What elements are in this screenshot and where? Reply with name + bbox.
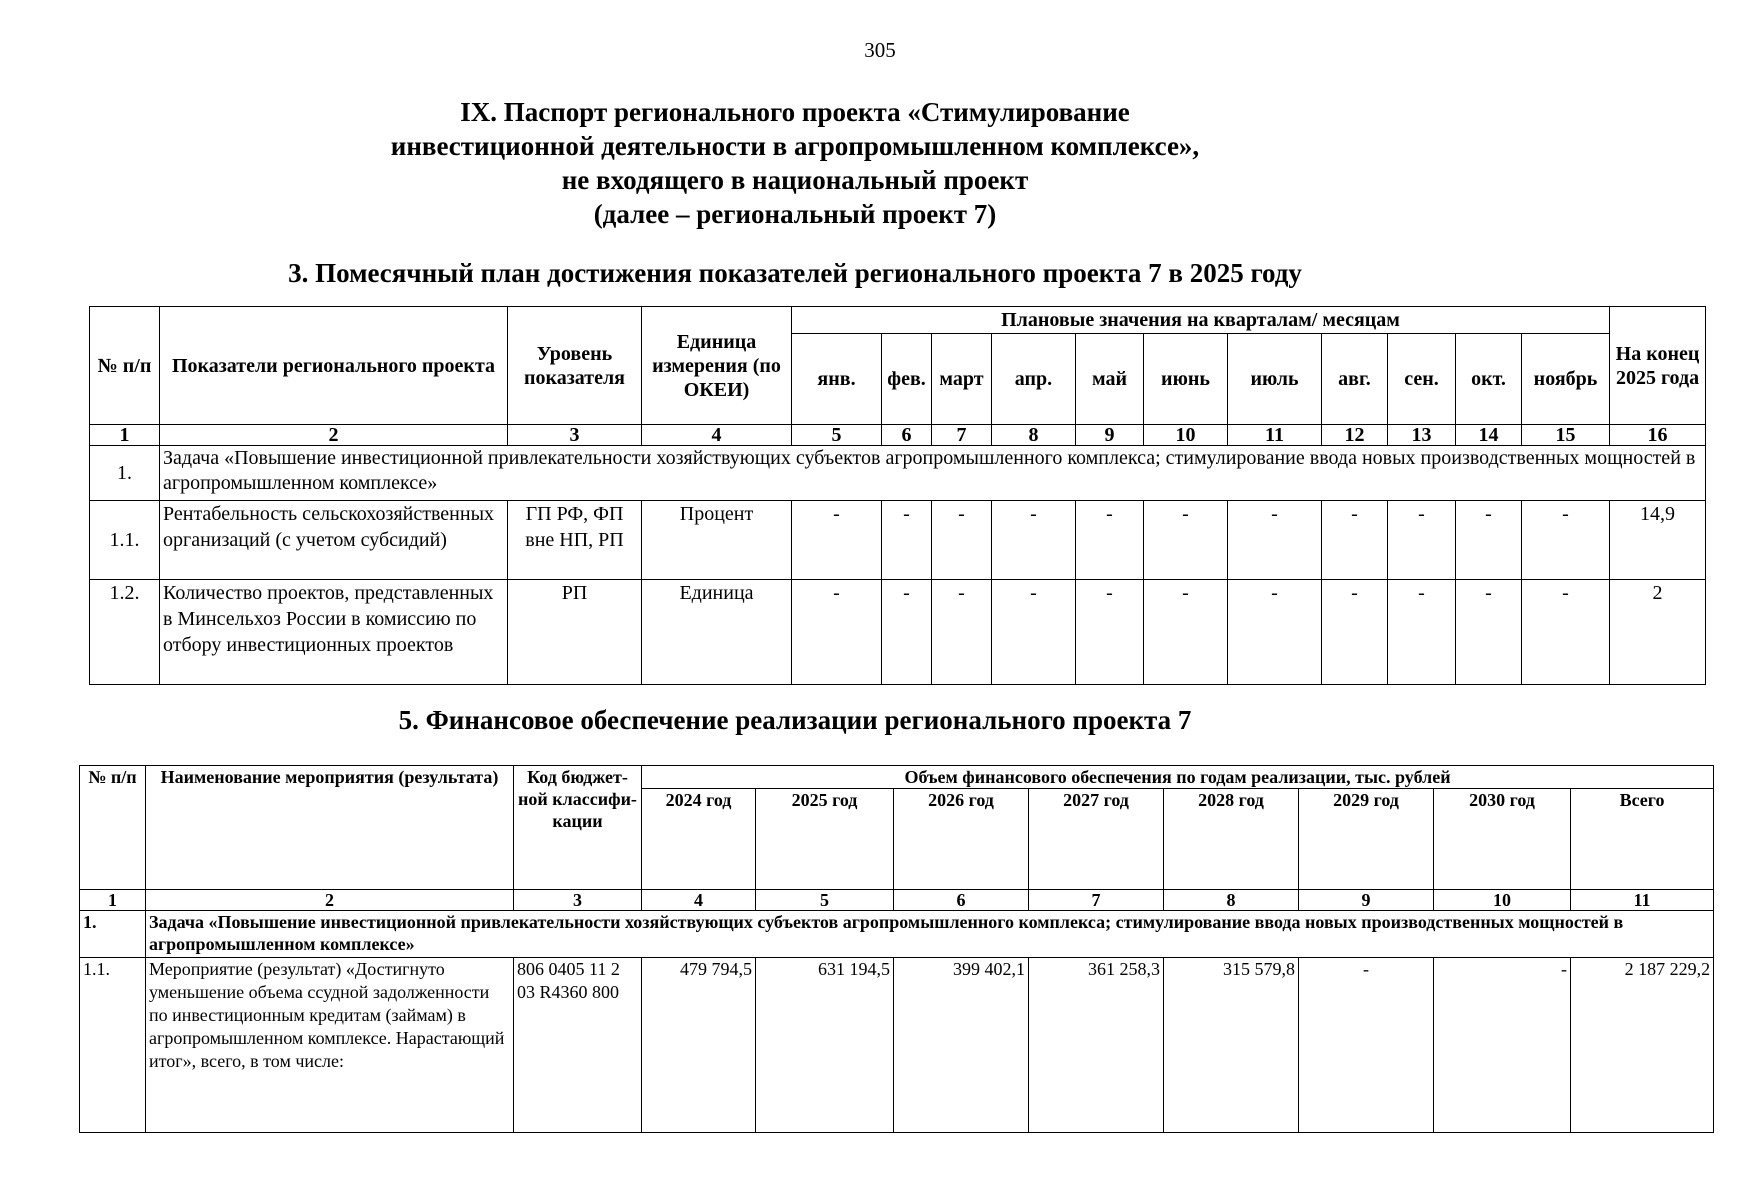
month-value: - bbox=[932, 501, 992, 580]
table-row bbox=[80, 958, 1714, 1133]
column-number: 10 bbox=[1434, 890, 1571, 911]
column-number: 5 bbox=[756, 890, 894, 911]
column-number: 11 bbox=[1228, 425, 1322, 446]
header-code: Код бюджет-ной классифи-кации bbox=[514, 766, 642, 890]
month-value: - bbox=[1144, 580, 1228, 685]
month-value: - bbox=[1456, 580, 1522, 685]
month-value: - bbox=[1228, 580, 1322, 685]
column-number: 4 bbox=[642, 425, 792, 446]
header-month: ноябрь bbox=[1522, 334, 1610, 425]
year-value: - bbox=[1299, 958, 1434, 1133]
title-line-1: IX. Паспорт регионального проекта «Стимулирование bbox=[460, 97, 1130, 127]
year-value: - bbox=[1434, 958, 1571, 1133]
month-value: - bbox=[882, 501, 932, 580]
month-value: - bbox=[1522, 580, 1610, 685]
budget-code: 806 0405 11 2 03 R4360 800 bbox=[514, 958, 642, 1133]
column-number: 7 bbox=[1029, 890, 1164, 911]
column-number: 4 bbox=[642, 890, 756, 911]
column-number: 8 bbox=[1164, 890, 1299, 911]
column-number: 6 bbox=[894, 890, 1029, 911]
row-num: 1.1. bbox=[80, 958, 146, 1133]
year-value: 631 194,5 bbox=[756, 958, 894, 1133]
month-value: - bbox=[1076, 501, 1144, 580]
year-value: 361 258,3 bbox=[1029, 958, 1164, 1133]
column-number: 11 bbox=[1571, 890, 1714, 911]
task-row bbox=[90, 446, 1706, 501]
column-number: 9 bbox=[1076, 425, 1144, 446]
title-line-4: (далее – региональный проект 7) bbox=[593, 199, 997, 229]
header-month: июнь bbox=[1144, 334, 1228, 425]
column-number: 12 bbox=[1322, 425, 1388, 446]
title-line-2: инвестиционной деятельности в агропромышленном комплексе», bbox=[390, 131, 1200, 161]
table-row bbox=[90, 580, 1706, 685]
header-year: 2028 год bbox=[1164, 789, 1299, 890]
month-value: - bbox=[882, 580, 932, 685]
column-number: 8 bbox=[992, 425, 1076, 446]
month-value: - bbox=[1456, 501, 1522, 580]
document-title bbox=[0, 95, 1590, 231]
financing-table bbox=[79, 765, 1714, 1133]
column-number: 1 bbox=[80, 890, 146, 911]
header-month: окт. bbox=[1456, 334, 1522, 425]
indicator-unit: Процент bbox=[642, 501, 792, 580]
column-number-row bbox=[80, 890, 1714, 911]
header-year: 2024 год bbox=[642, 789, 756, 890]
total-value: 2 187 229,2 bbox=[1571, 958, 1714, 1133]
column-number: 13 bbox=[1388, 425, 1456, 446]
column-number: 1 bbox=[90, 425, 160, 446]
header-group: Объем финансового обеспечения по годам реализации, тыс. рублей bbox=[642, 766, 1714, 789]
column-number: 5 bbox=[792, 425, 882, 446]
indicator-name: Количество проектов, представленных в Минсельхоз России в комиссию по отбору инвестиционных проектов bbox=[160, 580, 508, 685]
row-num: 1.1. bbox=[90, 501, 160, 580]
month-value: - bbox=[792, 501, 882, 580]
month-value: - bbox=[1388, 580, 1456, 685]
task-text: Задача «Повышение инвестиционной привлекательности хозяйствующих субъектов агропромышленного комплекса; стимулирование ввода новых производственных мощностей в агропромышленном комплексе» bbox=[146, 911, 1714, 958]
task-row bbox=[80, 911, 1714, 958]
header-month: май bbox=[1076, 334, 1144, 425]
header-year: 2030 год bbox=[1434, 789, 1571, 890]
header-month: янв. bbox=[792, 334, 882, 425]
table-header-row bbox=[80, 766, 1714, 789]
column-number: 3 bbox=[508, 425, 642, 446]
month-value: - bbox=[1144, 501, 1228, 580]
column-number: 2 bbox=[146, 890, 514, 911]
task-num: 1. bbox=[80, 911, 146, 958]
title-line-3: не входящего в национальный проект bbox=[561, 165, 1029, 195]
year-value: 315 579,8 bbox=[1164, 958, 1299, 1133]
header-year: 2029 год bbox=[1299, 789, 1434, 890]
row-num: 1.2. bbox=[90, 580, 160, 685]
column-number: 15 bbox=[1522, 425, 1610, 446]
header-month: авг. bbox=[1322, 334, 1388, 425]
header-year: 2027 год bbox=[1029, 789, 1164, 890]
month-value: - bbox=[792, 580, 882, 685]
section-3-heading: 3. Помесячный план достижения показателей регионального проекта 7 в 2025 году bbox=[288, 258, 1302, 288]
header-num: № п/п bbox=[80, 766, 146, 890]
end-year-value: 2 bbox=[1610, 580, 1706, 685]
header-month: фев. bbox=[882, 334, 932, 425]
column-number-row bbox=[90, 425, 1706, 446]
header-indicator: Показатели регионального проекта bbox=[160, 307, 508, 425]
indicator-name: Рентабельность сельскохозяйственных организаций (с учетом субсидий) bbox=[160, 501, 508, 580]
year-value: 479 794,5 bbox=[642, 958, 756, 1133]
month-value: - bbox=[932, 580, 992, 685]
column-number: 7 bbox=[932, 425, 992, 446]
month-value: - bbox=[1322, 580, 1388, 685]
page-number: 305 bbox=[864, 38, 896, 62]
month-value: - bbox=[992, 580, 1076, 685]
header-year: 2026 год bbox=[894, 789, 1029, 890]
indicator-level: РП bbox=[508, 580, 642, 685]
monthly-plan-table bbox=[89, 306, 1706, 685]
header-level: Уровень показателя bbox=[508, 307, 642, 425]
section-5-heading: 5. Финансовое обеспечение реализации регионального проекта 7 bbox=[398, 705, 1192, 735]
column-number: 14 bbox=[1456, 425, 1522, 446]
month-value: - bbox=[1388, 501, 1456, 580]
month-value: - bbox=[1322, 501, 1388, 580]
month-value: - bbox=[1228, 501, 1322, 580]
end-year-value: 14,9 bbox=[1610, 501, 1706, 580]
table-row bbox=[90, 501, 1706, 580]
header-num: № п/п bbox=[90, 307, 160, 425]
column-number: 3 bbox=[514, 890, 642, 911]
month-value: - bbox=[1076, 580, 1144, 685]
column-number: 9 bbox=[1299, 890, 1434, 911]
column-number: 10 bbox=[1144, 425, 1228, 446]
column-number: 16 bbox=[1610, 425, 1706, 446]
indicator-unit: Единица bbox=[642, 580, 792, 685]
header-end-year: На конец 2025 года bbox=[1610, 307, 1706, 425]
column-number: 6 bbox=[882, 425, 932, 446]
month-value: - bbox=[1522, 501, 1610, 580]
indicator-level: ГП РФ, ФП вне НП, РП bbox=[508, 501, 642, 580]
month-value: - bbox=[992, 501, 1076, 580]
header-month: июль bbox=[1228, 334, 1322, 425]
header-month: апр. bbox=[992, 334, 1076, 425]
header-name: Наименование мероприятия (результата) bbox=[146, 766, 514, 890]
column-number: 2 bbox=[160, 425, 508, 446]
year-value: 399 402,1 bbox=[894, 958, 1029, 1133]
table-header-row bbox=[90, 307, 1706, 334]
header-year: 2025 год bbox=[756, 789, 894, 890]
header-total: Всего bbox=[1571, 789, 1714, 890]
task-text: Задача «Повышение инвестиционной привлекательности хозяйствующих субъектов агропромышленного комплекса; стимулирование ввода новых производственных мощностей в агропромышленном комплексе» bbox=[160, 446, 1706, 501]
header-plan-group: Плановые значения на кварталам/ месяцам bbox=[792, 307, 1610, 334]
header-unit: Единица измерения (по ОКЕИ) bbox=[642, 307, 792, 425]
header-month: сен. bbox=[1388, 334, 1456, 425]
task-num: 1. bbox=[90, 446, 160, 501]
header-month: март bbox=[932, 334, 992, 425]
event-name: Мероприятие (результат) «Достигнуто уменьшение объема ссудной задолженности по инвестиционным кредитам (займам) в агропромышленном комплексе. Нарастающий итог», всего, в том числе: bbox=[146, 958, 514, 1133]
